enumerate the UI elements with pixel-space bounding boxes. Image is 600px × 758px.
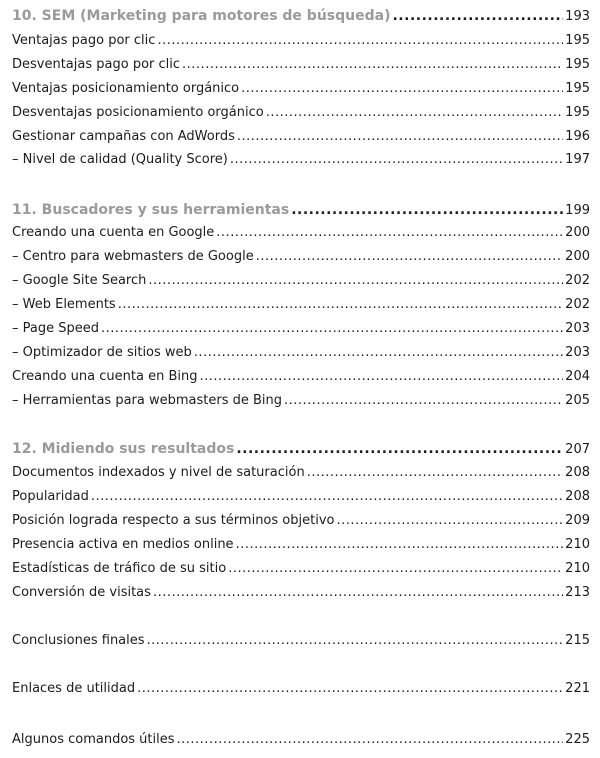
toc-entry	[12, 583, 590, 603]
toc-entry-label: Conversión de visitas	[12, 585, 151, 600]
toc-page-number: 204	[565, 369, 590, 384]
dot-leader	[153, 583, 563, 603]
toc-entry	[12, 730, 590, 750]
toc-entry-label: Presencia activa en medios online	[12, 537, 234, 552]
toc-entry-label: – Page Speed	[12, 321, 99, 336]
toc-entry-label: Ventajas posicionamiento orgánico	[12, 81, 240, 96]
toc-page-number: 208	[565, 489, 590, 504]
dot-leader	[216, 223, 563, 243]
dot-leader	[241, 79, 563, 99]
toc-page-number: 225	[565, 732, 590, 747]
toc-entry-label: 10. SEM (Marketing para motores de búsqueda)	[12, 8, 391, 24]
dot-leader	[101, 319, 563, 339]
toc-page-number: 202	[565, 273, 590, 288]
toc-page-number: 195	[565, 57, 590, 72]
toc-entry	[12, 679, 590, 699]
toc-page-number: 215	[565, 633, 590, 648]
dot-leader	[291, 200, 563, 220]
toc-entry	[12, 55, 590, 75]
toc-page-number: 210	[565, 561, 590, 576]
dot-leader	[237, 127, 563, 147]
toc-entry-label: Conclusiones finales	[12, 633, 145, 648]
dot-leader	[230, 150, 563, 170]
toc-entry	[12, 150, 590, 170]
toc-entry-label: Popularidad	[12, 489, 89, 504]
toc-entry	[12, 463, 590, 483]
toc-entry-label: Estadísticas de tráfico de su sitio	[12, 561, 227, 576]
toc-entry-label: – Web Elements	[12, 297, 116, 312]
toc-entry	[12, 319, 590, 339]
toc-entry-label: Creando una cuenta en Google	[12, 225, 215, 240]
toc-page-number: 207	[565, 442, 590, 457]
dot-leader	[336, 511, 563, 531]
toc-entry-label: 12. Midiendo sus resultados	[12, 441, 235, 457]
dot-leader	[307, 463, 563, 483]
toc-entry	[12, 535, 590, 555]
toc-entry-label: Desventajas pago por clic	[12, 57, 181, 72]
toc-page-number: 208	[565, 465, 590, 480]
toc-entry	[12, 487, 590, 507]
toc-entry-label: 11. Buscadores y sus herramientas	[12, 202, 290, 218]
toc-entry-label: Documentos indexados y nivel de saturación	[12, 465, 305, 480]
toc-entry	[12, 31, 590, 51]
toc-entry	[12, 103, 590, 123]
toc-entry-label: Enlaces de utilidad	[12, 681, 136, 696]
toc-page-number: 195	[565, 81, 590, 96]
dot-leader	[199, 367, 563, 387]
toc-entry	[12, 511, 590, 531]
toc-page-number: 203	[565, 345, 590, 360]
toc-entry	[12, 631, 590, 651]
toc-entry	[12, 391, 590, 411]
dot-leader	[236, 535, 564, 555]
toc-entry-label: Posición lograda respecto a sus términos objetivo	[12, 513, 335, 528]
toc-entry	[12, 127, 590, 147]
toc-entry-label: Desventajas posicionamiento orgánico	[12, 105, 264, 120]
dot-leader	[392, 6, 563, 26]
toc-heading-chapter-11	[12, 200, 590, 220]
toc-entry-label: Gestionar campañas con AdWords	[12, 129, 235, 144]
toc-page-number: 193	[565, 9, 590, 24]
dot-leader	[91, 487, 563, 507]
toc-page-number: 195	[565, 33, 590, 48]
dot-leader	[182, 55, 563, 75]
toc-entry	[12, 343, 590, 363]
toc-entry-label: – Centro para webmasters de Google	[12, 249, 254, 264]
dot-leader	[228, 559, 563, 579]
toc-page-number: 196	[565, 129, 590, 144]
dot-leader	[256, 247, 563, 267]
dot-leader	[157, 31, 563, 51]
toc-entry	[12, 247, 590, 267]
toc-page-number: 200	[565, 225, 590, 240]
toc-page-number: 203	[565, 321, 590, 336]
toc-entry-label: – Nivel de calidad (Quality Score)	[12, 152, 228, 167]
toc-entry	[12, 559, 590, 579]
toc-entry-label: Algunos comandos útiles	[12, 732, 175, 747]
toc-page-number: 209	[565, 513, 590, 528]
dot-leader	[118, 295, 563, 315]
toc-page-number: 221	[565, 681, 590, 696]
toc-entry-label: Ventajas pago por clic	[12, 33, 156, 48]
dot-leader	[148, 271, 563, 291]
toc-entry	[12, 295, 590, 315]
toc-entry	[12, 271, 590, 291]
dot-leader	[266, 103, 563, 123]
toc-entry	[12, 367, 590, 387]
dot-leader	[236, 439, 563, 459]
toc-entry-label: – Herramientas para webmasters de Bing	[12, 393, 283, 408]
toc-heading-chapter-10	[12, 6, 590, 26]
toc-page-number: 210	[565, 537, 590, 552]
dot-leader	[147, 631, 564, 651]
toc-page-number: 205	[565, 393, 590, 408]
dot-leader	[284, 391, 563, 411]
toc-page-number: 213	[565, 585, 590, 600]
toc-page-number: 197	[565, 152, 590, 167]
toc-entry	[12, 79, 590, 99]
dot-leader	[137, 679, 563, 699]
dot-leader	[177, 730, 564, 750]
dot-leader	[194, 343, 563, 363]
toc-entry-label: – Optimizador de sitios web	[12, 345, 192, 360]
toc-entry-label: – Google Site Search	[12, 273, 147, 288]
toc-page-number: 195	[565, 105, 590, 120]
toc-page-number: 202	[565, 297, 590, 312]
toc-entry-label: Creando una cuenta en Bing	[12, 369, 198, 384]
toc-entry	[12, 223, 590, 243]
toc-page-number: 200	[565, 249, 590, 264]
toc-heading-chapter-12	[12, 439, 590, 459]
toc-page-number: 199	[565, 203, 590, 218]
